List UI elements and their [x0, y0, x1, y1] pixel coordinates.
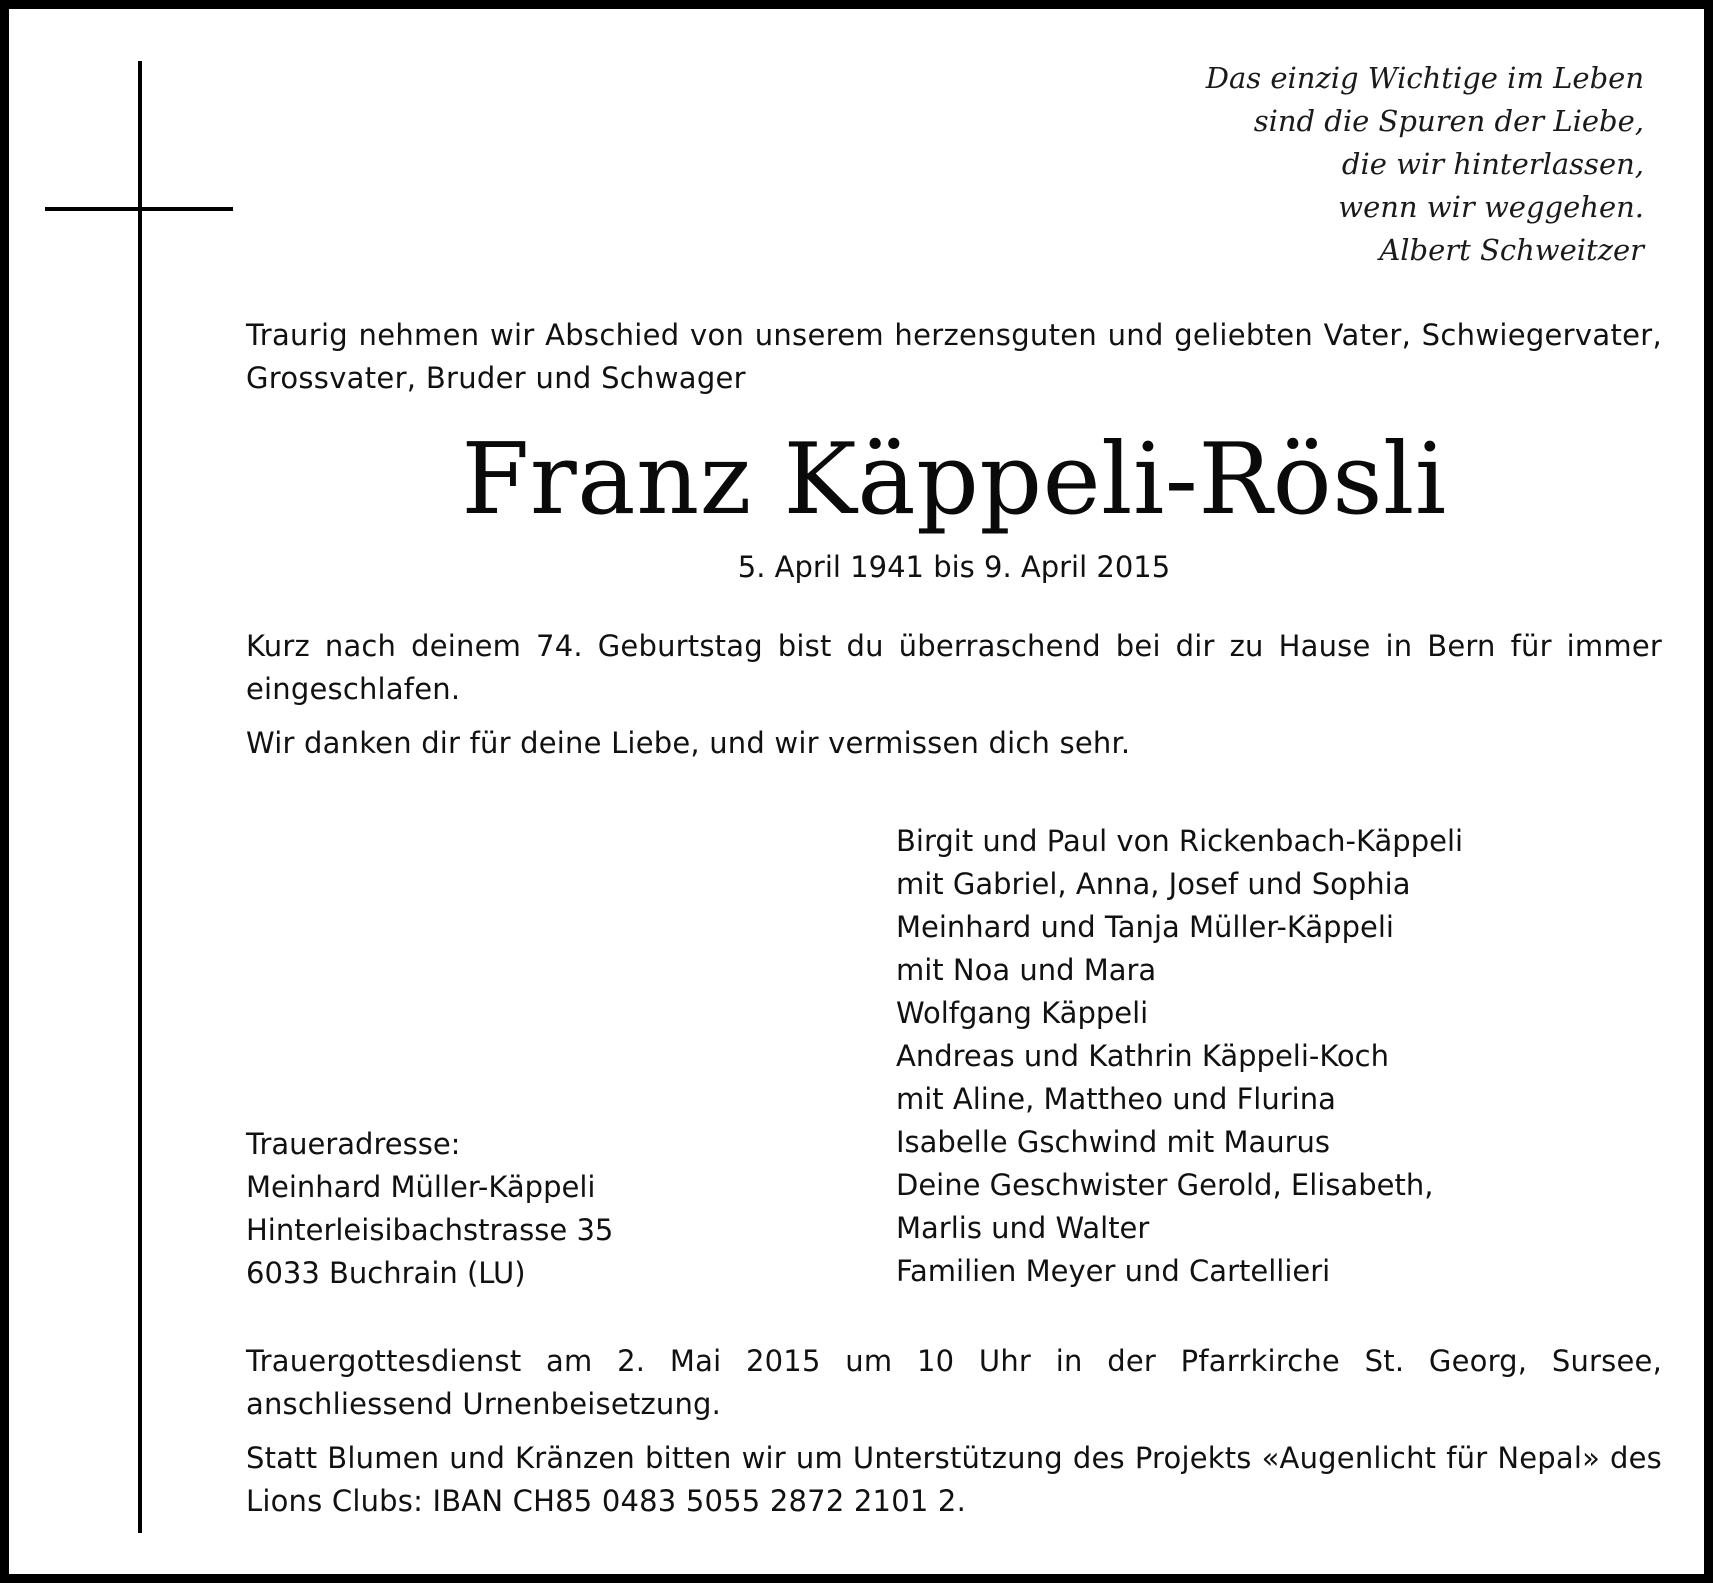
deceased-name: Franz Käppeli-Rösli — [461, 423, 1447, 537]
mourner-line: mit Aline, Mattheo und Flurina — [896, 1082, 1336, 1116]
cross-horizontal-bar — [45, 207, 233, 211]
quote-line: wenn wir weggehen. — [1338, 190, 1644, 224]
message-paragraph: Kurz nach deinem 74. Geburtstag bist du überraschend bei dir zu Hause in Bern für immer eingeschlafen. — [246, 629, 1662, 706]
address-city: 6033 Buchrain (LU) — [246, 1256, 526, 1290]
mourning-address — [246, 1123, 613, 1295]
obituary-content — [246, 314, 1662, 1523]
donation-paragraph: Statt Blumen und Kränzen bitten wir um Unterstützung des Projekts «Augenlicht für Nepal» des Lions Clubs: IBAN CH85 0483 5055 2872 2101 2. — [246, 1441, 1662, 1518]
quote-author: Albert Schweitzer — [1379, 233, 1644, 267]
message-paragraph: Wir danken dir für deine Liebe, und wir vermissen dich sehr. — [246, 726, 1131, 760]
mourners-list — [896, 820, 1463, 1293]
mourner-line: Meinhard und Tanja Müller-Käppeli — [896, 910, 1394, 944]
address-street: Hinterleisibachstrasse 35 — [246, 1213, 614, 1247]
signatures-section — [246, 820, 1662, 1295]
cross-vertical-bar — [138, 61, 142, 1533]
quote-block — [1206, 57, 1644, 272]
quote-line: Das einzig Wichtige im Leben — [1205, 61, 1644, 95]
mourner-line: mit Gabriel, Anna, Josef und Sophia — [896, 867, 1411, 901]
mourner-line: mit Noa und Mara — [896, 953, 1157, 987]
mourner-line: Marlis und Walter — [896, 1211, 1150, 1245]
service-paragraph: Trauergottesdienst am 2. Mai 2015 um 10 Uhr in der Pfarrkirche St. Georg, Sursee, anschliessend Urnenbeisetzung. — [246, 1344, 1662, 1421]
mourner-line: Deine Geschwister Gerold, Elisabeth, — [896, 1168, 1434, 1202]
intro-text: Traurig nehmen wir Abschied von unserem herzensguten und geliebten Vater, Schwiegervater, Grossvater, Bruder und Schwager — [246, 318, 1662, 395]
life-dates: 5. April 1941 bis 9. April 2015 — [737, 550, 1171, 584]
mourner-line: Wolfgang Käppeli — [896, 996, 1149, 1030]
address-label: Traueradresse: — [246, 1127, 461, 1161]
quote-line: sind die Spuren der Liebe, — [1253, 104, 1644, 138]
mourner-line: Andreas und Kathrin Käppeli-Koch — [896, 1039, 1389, 1073]
quote-line: die wir hinterlassen, — [1341, 147, 1644, 181]
mourner-line: Familien Meyer und Cartellieri — [896, 1254, 1331, 1288]
mourner-line: Birgit und Paul von Rickenbach-Käppeli — [896, 824, 1464, 858]
address-name: Meinhard Müller-Käppeli — [246, 1170, 596, 1204]
mourner-line: Isabelle Gschwind mit Maurus — [896, 1125, 1331, 1159]
